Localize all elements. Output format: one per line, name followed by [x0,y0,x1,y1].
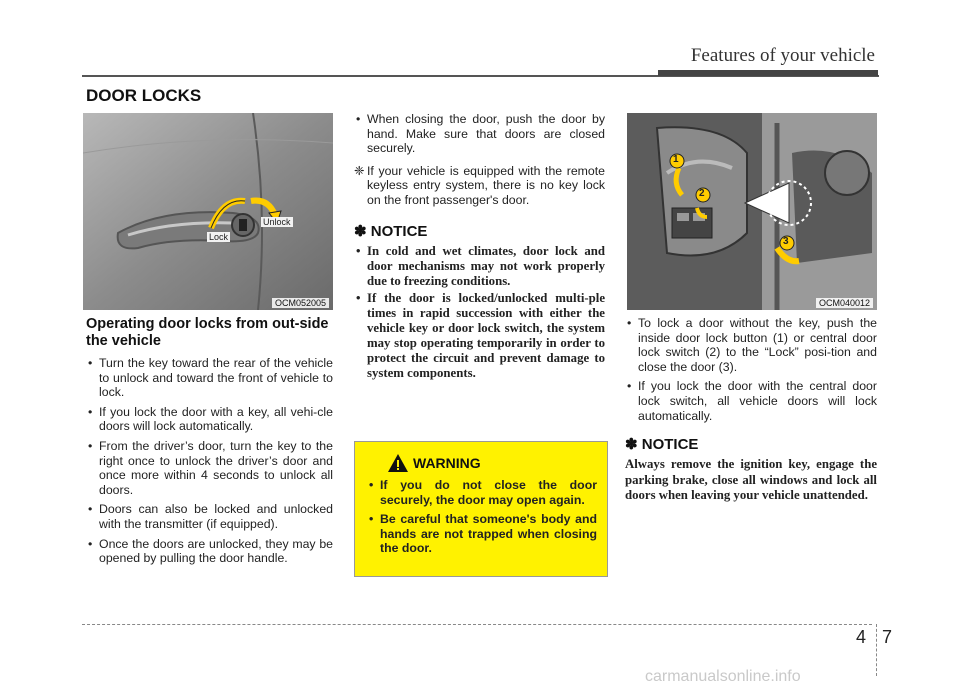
warning-title: WARNING [413,455,481,471]
list-item: • In cold and wet climates, door lock and door mechanisms may not work properly due to freezing conditions. [354,244,605,289]
instruction-list [86,356,333,566]
section-title: DOOR LOCKS [86,86,202,105]
unlock-label: Unlock [263,217,291,227]
list-item: • If you lock the door with the central door lock switch, all vehicle doors will lock automatically. [625,379,877,423]
figure-code: OCM040012 [816,298,873,308]
list-item: • If you do not close the door securely, the door may open again. [367,478,597,507]
list-item: • Be careful that someone's body and hands are not trapped when closing the door. [367,512,597,556]
lock-label: Lock [209,232,229,242]
notice-text: Always remove the ignition key, engage the parking brake, close all windows and lock all doors when leaving your vehicle unattended. [625,457,877,503]
figure-code: OCM052005 [272,298,329,308]
instruction-list [354,112,605,156]
running-header: Features of your vehicle [690,45,875,66]
list-item: • Once the doors are unlocked, they may be opened by pulling the door handle. [86,537,333,566]
warning-list [367,478,597,561]
column-left [86,316,333,571]
header-rule-accent [658,70,878,76]
warning-triangle-icon [387,453,409,473]
page-number: 7 [882,627,893,647]
inside-lock-illustration [627,113,877,310]
notice-symbol: ✽ [354,222,367,240]
notice-title: NOTICE [370,222,428,240]
list-item: • When closing the door, push the door by hand. Make sure that doors are closed securely. [354,112,605,156]
marker-3: 3 [783,236,789,247]
footer-rule [82,624,872,625]
column-middle [354,112,605,383]
watermark: carmanualsonline.info [645,668,801,685]
note-symbol: ❈ [354,163,365,178]
list-item: • To lock a door without the key, push the inside door lock button (1) or central door lock switch (2) to the “Lock” posi-tion and close the door (3). [625,316,877,374]
figure-door-handle [83,113,333,310]
list-item: • Turn the key toward the rear of the vehicle to unlock and toward the front of vehicle to lock. [86,356,333,400]
list-item: • If you lock the door with a key, all vehi-cle doors will lock automatically. [86,405,333,434]
list-item: • From the driver’s door, turn the key to the right once to unlock the driver’s door and once more within 4 seconds to unlock all doors. [86,439,333,497]
footer-divider [876,624,877,676]
notice-list [354,244,605,381]
list-item: • If the door is locked/unlocked multi-ple times in rapid succession with either the vehicle key or door lock switch, the system may stop operating temporarily in order to protect the circuit and prevent damage to system components. [354,291,605,381]
notice-heading [625,435,877,453]
page-section-number: 4 [856,627,867,647]
list-item: • Doors can also be locked and unlocked with the transmitter (if equipped). [86,502,333,531]
equipment-note [354,164,605,208]
notice-heading [354,222,605,240]
note-text: If your vehicle is equipped with the remote keyless entry system, there is no key lock on the front passenger's door. [367,163,605,207]
door-handle-illustration [83,113,333,310]
marker-1: 1 [673,154,679,165]
warning-box [354,441,608,577]
notice-title: NOTICE [641,436,699,454]
column-right [625,316,877,504]
notice-symbol: ✽ [625,436,638,454]
marker-2: 2 [699,188,705,199]
figure-inside-lock [627,113,877,310]
subheading: Operating door locks from out-side the vehicle [86,316,329,349]
instruction-list [625,316,877,423]
